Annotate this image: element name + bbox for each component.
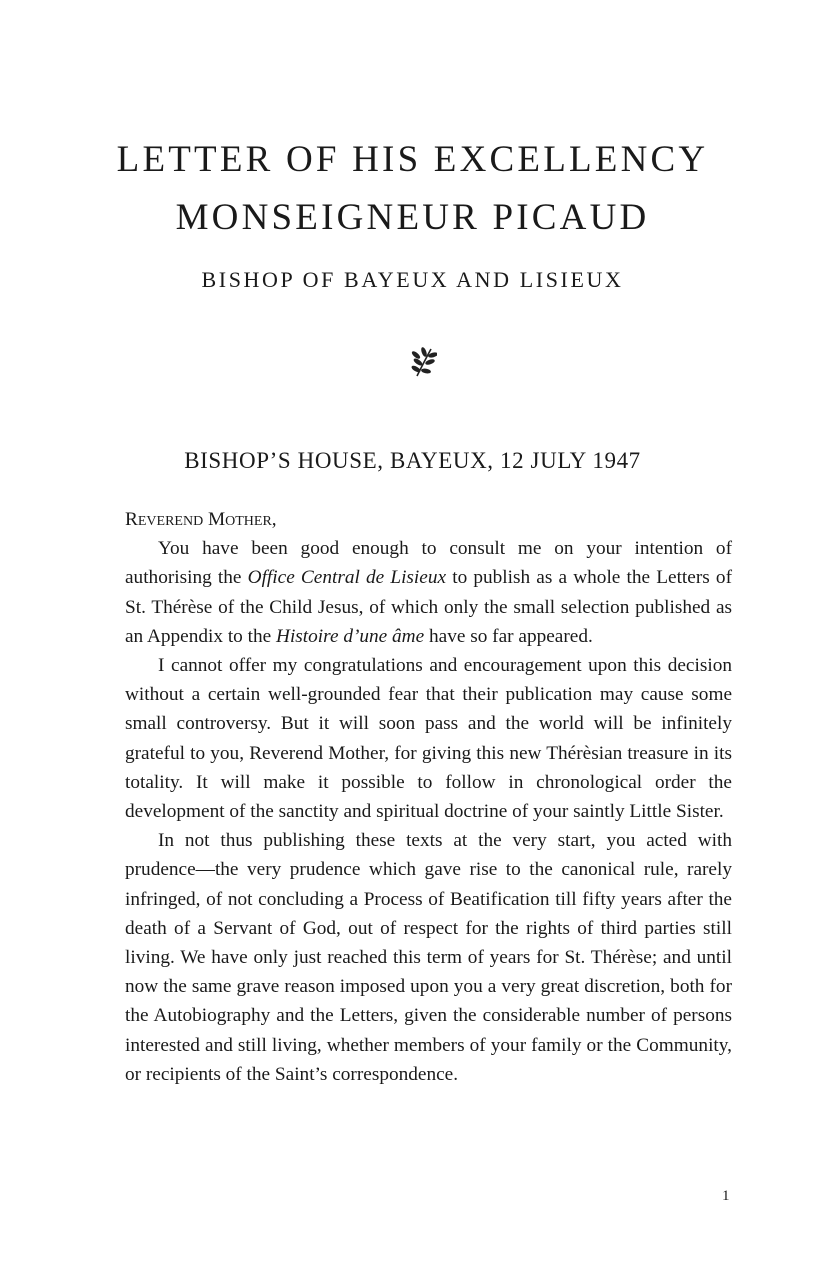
paragraph: In not thus publishing these texts at the very start, you acted with prudence—the very prudence which gave rise to the canonical rule, rarely infringed, of not concluding a Process of Beatification till fifty years after the death of a Servant of God, out of respect for the rights of third parties still living. We have only just reached this term of years for St. Thérèse; and until now the same grave reason imposed upon you a very great discretion, both for the Autobiography and the Letters, given the considerable number of persons interested and still living, whether members of your family or the Community, or recipients of the Saint’s correspondence.: [125, 830, 732, 1085]
paragraph: I cannot offer my congratulations and encouragement upon this decision without a certain well-grounded fear that their publication may cause some small controversy. But it will soon pass and the world will be infinitely grateful to you, Reverend Mother, for giving this new Thérèsian treasure in its totality. It will make it possible to follow in chronological order the development of the sanctity and spiritual doctrine of your saintly Little Sister.: [125, 655, 732, 823]
letter-body: [125, 505, 732, 1089]
paragraph-text: to publish as a whole the Letters of St. Thérèse of the Child Jesus, of which only the small selection published as an Appendix to the: [125, 567, 732, 647]
paragraph-text: have so far appeared.: [424, 625, 593, 647]
salutation: Reverend Mother,: [125, 509, 277, 530]
italic-title-histoire: Histoire d’une âme: [276, 625, 425, 647]
title-line-2: MONSEIGNEUR PICAUD: [175, 197, 650, 238]
paragraph: [125, 534, 732, 651]
sprig-ornament-icon: [411, 346, 437, 378]
dateline: BISHOP’S HOUSE, BAYEUX, 12 JULY 1947: [184, 448, 641, 473]
italic-title-office-central: Office Central de Lisieux: [247, 567, 447, 589]
title-line-1: LETTER OF HIS EXCELLENCY: [116, 139, 709, 180]
page-number: 1: [722, 1188, 730, 1204]
paragraph-text: You have been good enough to consult me on your intention of authorising the: [125, 538, 732, 589]
subtitle: BISHOP OF BAYEUX AND LISIEUX: [201, 267, 624, 292]
